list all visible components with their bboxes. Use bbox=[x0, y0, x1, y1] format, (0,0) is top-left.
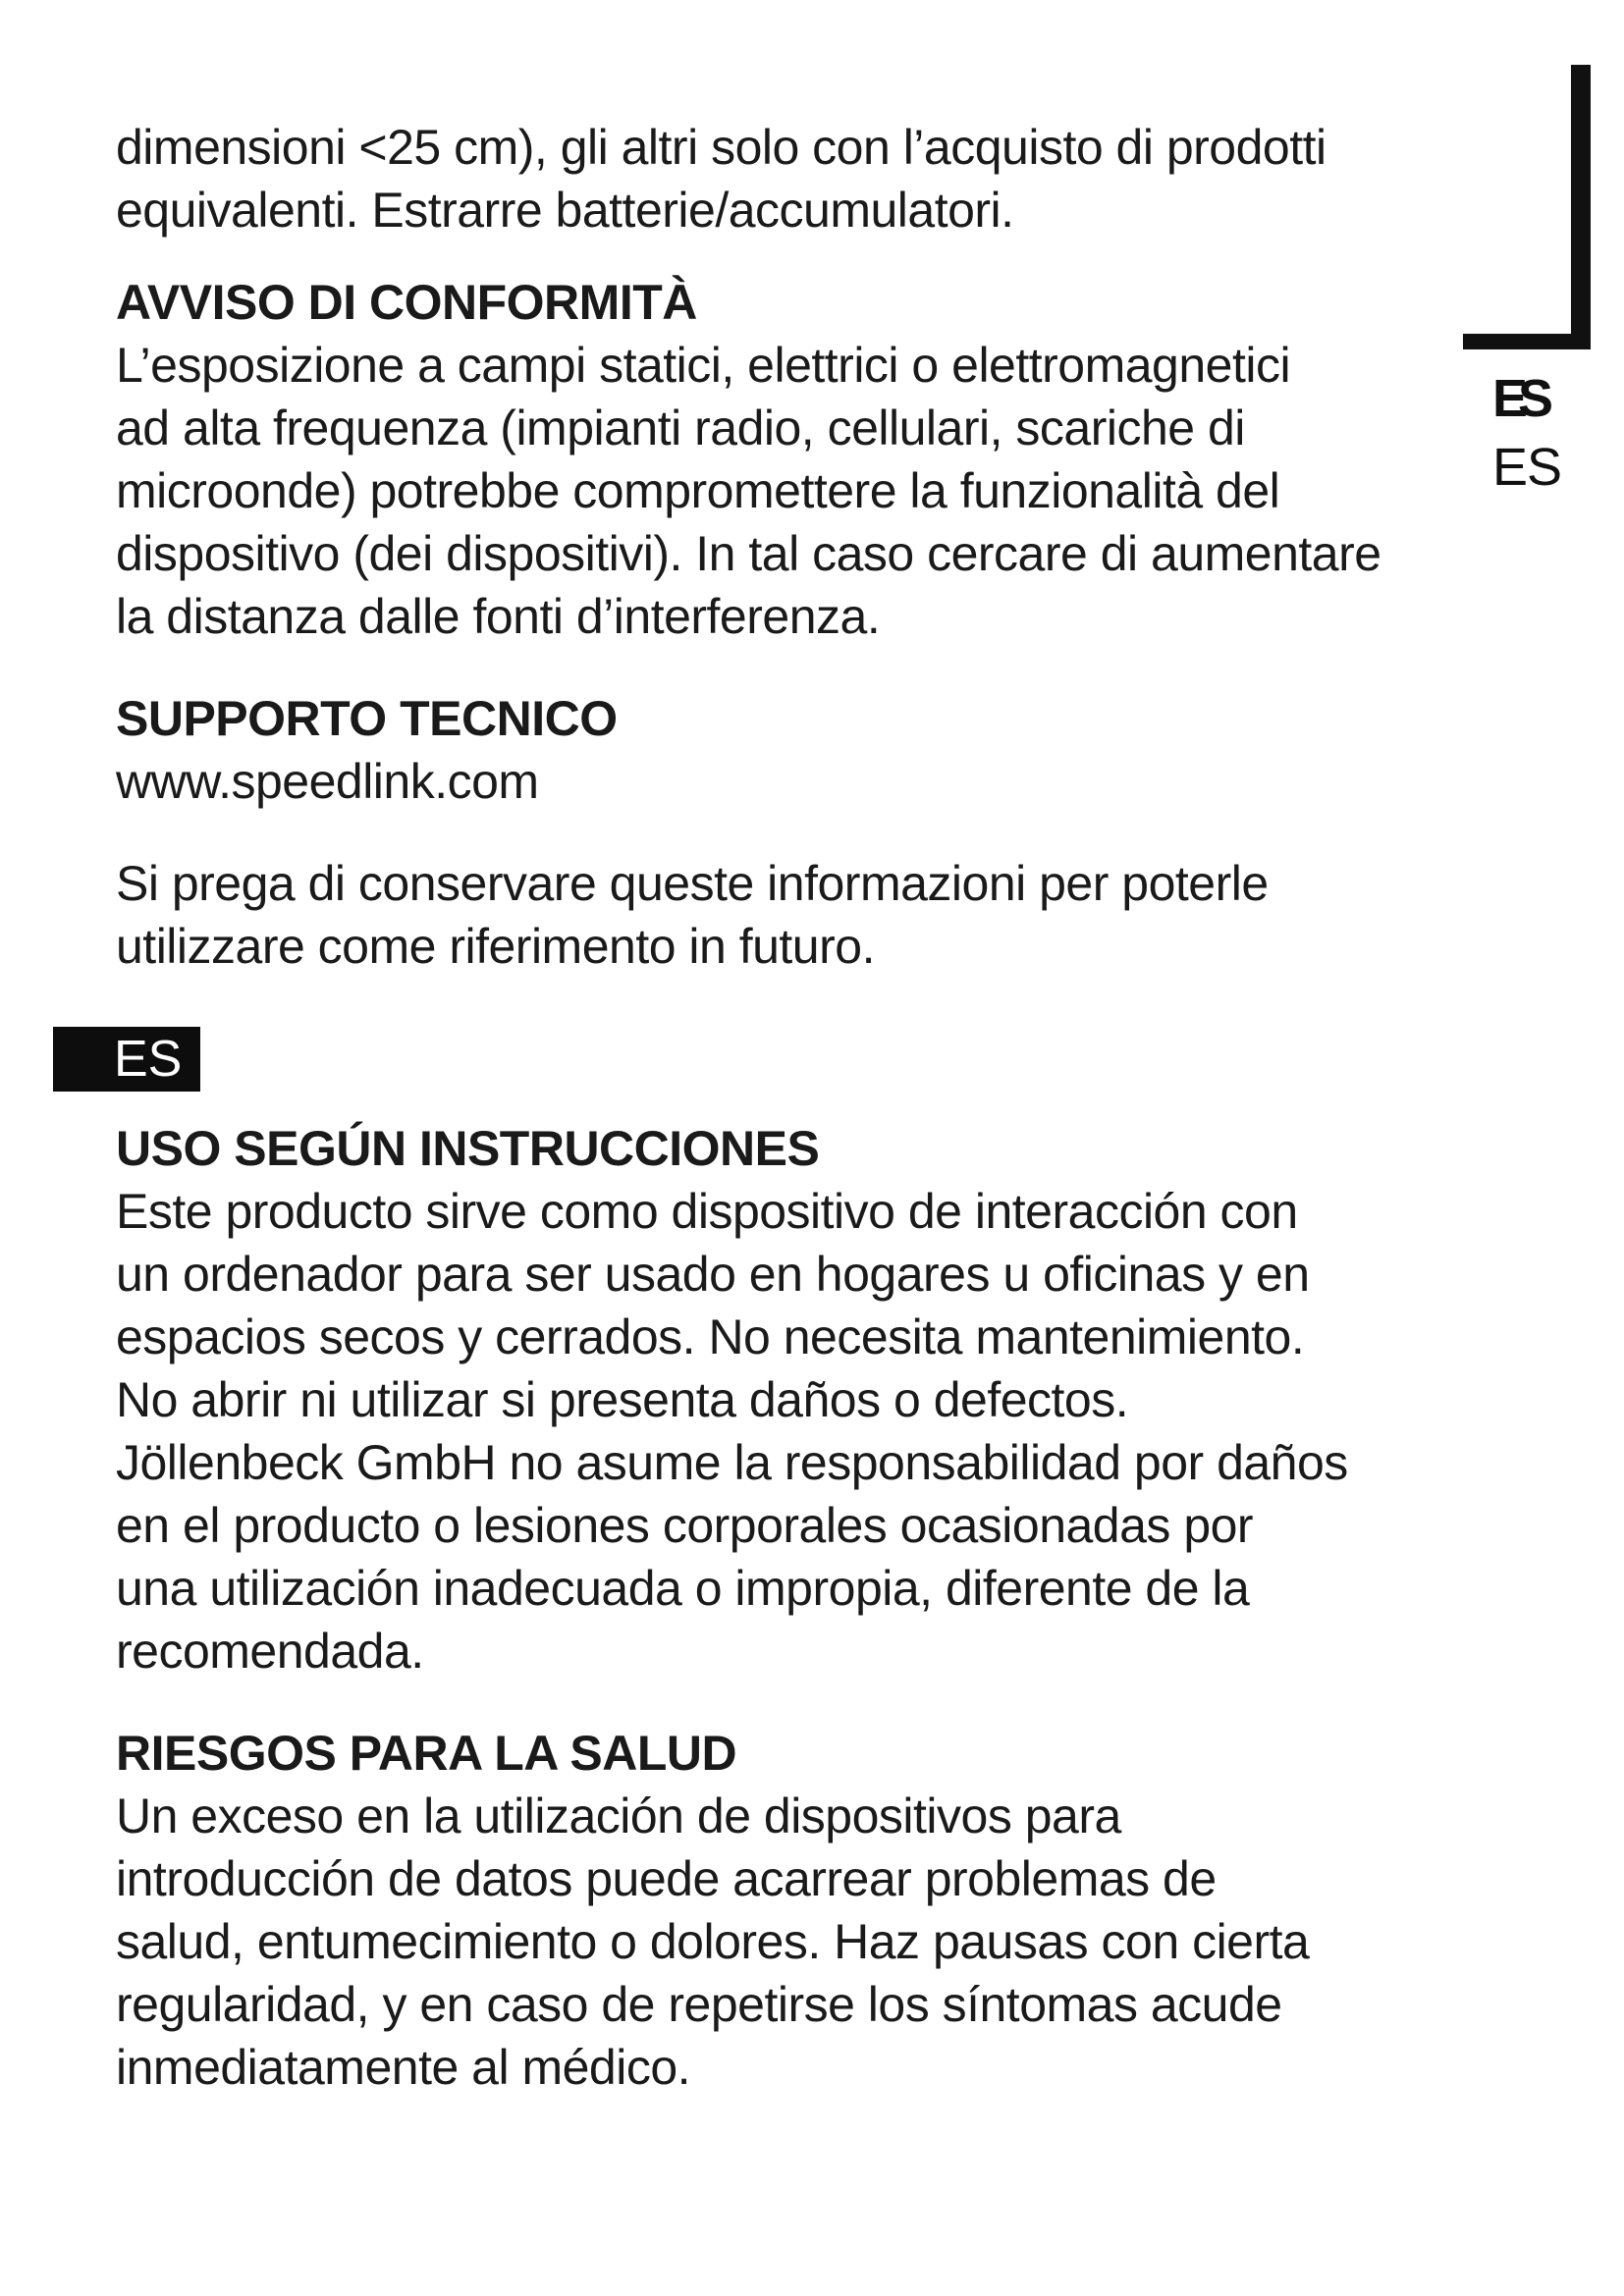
edge-language-label: ES bbox=[1492, 438, 1562, 497]
edge-marker-vertical-bar bbox=[1571, 65, 1591, 349]
health-line: introducción de datos puede acarrear problemas de bbox=[116, 1851, 1217, 1906]
conformity-line: ad alta frequenza (impianti radio, cellulari, scariche di bbox=[116, 400, 1245, 455]
intro-line: dimensioni <25 cm), gli altri solo con l’acquisto di prodotti bbox=[116, 120, 1326, 175]
health-heading: RIESGOS PARA LA SALUD bbox=[116, 1726, 737, 1781]
page-edge-marker bbox=[1463, 65, 1591, 349]
use-line: Jöllenbeck GmbH no asume la responsabilidad por daños bbox=[116, 1435, 1348, 1490]
conformity-line: la distanza dalle fonti d’interferenza. bbox=[116, 589, 881, 644]
use-line: recomendada. bbox=[116, 1624, 424, 1679]
use-line: en el producto o lesiones corporales ocasionadas por bbox=[116, 1498, 1254, 1553]
keep-info-line: Si prega di conservare queste informazioni per poterle bbox=[116, 856, 1269, 911]
edge-marker-horizontal-bar bbox=[1463, 334, 1591, 349]
health-line: inmediatamente al médico. bbox=[116, 2040, 691, 2095]
use-line: No abrir ni utilizar si presenta daños o defectos. bbox=[116, 1372, 1129, 1427]
conformity-line: dispositivo (dei dispositivi). In tal caso cercare di aumentare bbox=[116, 526, 1381, 581]
italian-section bbox=[116, 116, 1402, 978]
use-line: Este producto sirve como dispositivo de interacción con bbox=[116, 1184, 1298, 1239]
language-tag-es: ES bbox=[53, 1027, 200, 1092]
health-line: Un exceso en la utilización de dispositivos para bbox=[116, 1789, 1121, 1843]
use-line: espacios secos y cerrados. No necesita mantenimiento. bbox=[116, 1309, 1305, 1364]
support-url: www.speedlink.com bbox=[116, 754, 539, 809]
keep-info-line: utilizzare come riferimento in futuro. bbox=[116, 919, 875, 974]
health-line: salud, entumecimiento o dolores. Haz pausas con cierta bbox=[116, 1914, 1310, 1969]
use-line: un ordenador para ser usado en hogares u oficinas y en bbox=[116, 1247, 1310, 1302]
conformity-line: microonde) potrebbe compromettere la funzionalità del bbox=[116, 463, 1280, 518]
edge-language-label-overlap: ES bbox=[1492, 369, 1544, 428]
spanish-section bbox=[116, 1117, 1402, 2099]
support-heading: SUPPORTO TECNICO bbox=[116, 691, 618, 746]
conformity-heading: AVVISO DI CONFORMITÀ bbox=[116, 275, 697, 330]
use-line: una utilización inadecuada o impropia, diferente de la bbox=[116, 1561, 1250, 1616]
intro-line: equivalenti. Estrarre batterie/accumulatori. bbox=[116, 183, 1014, 238]
conformity-line: L’esposizione a campi statici, elettrici o elettromagnetici bbox=[116, 338, 1291, 393]
use-heading: USO SEGÚN INSTRUCCIONES bbox=[116, 1121, 820, 1176]
health-line: regularidad, y en caso de repetirse los síntomas acude bbox=[116, 1977, 1282, 2032]
